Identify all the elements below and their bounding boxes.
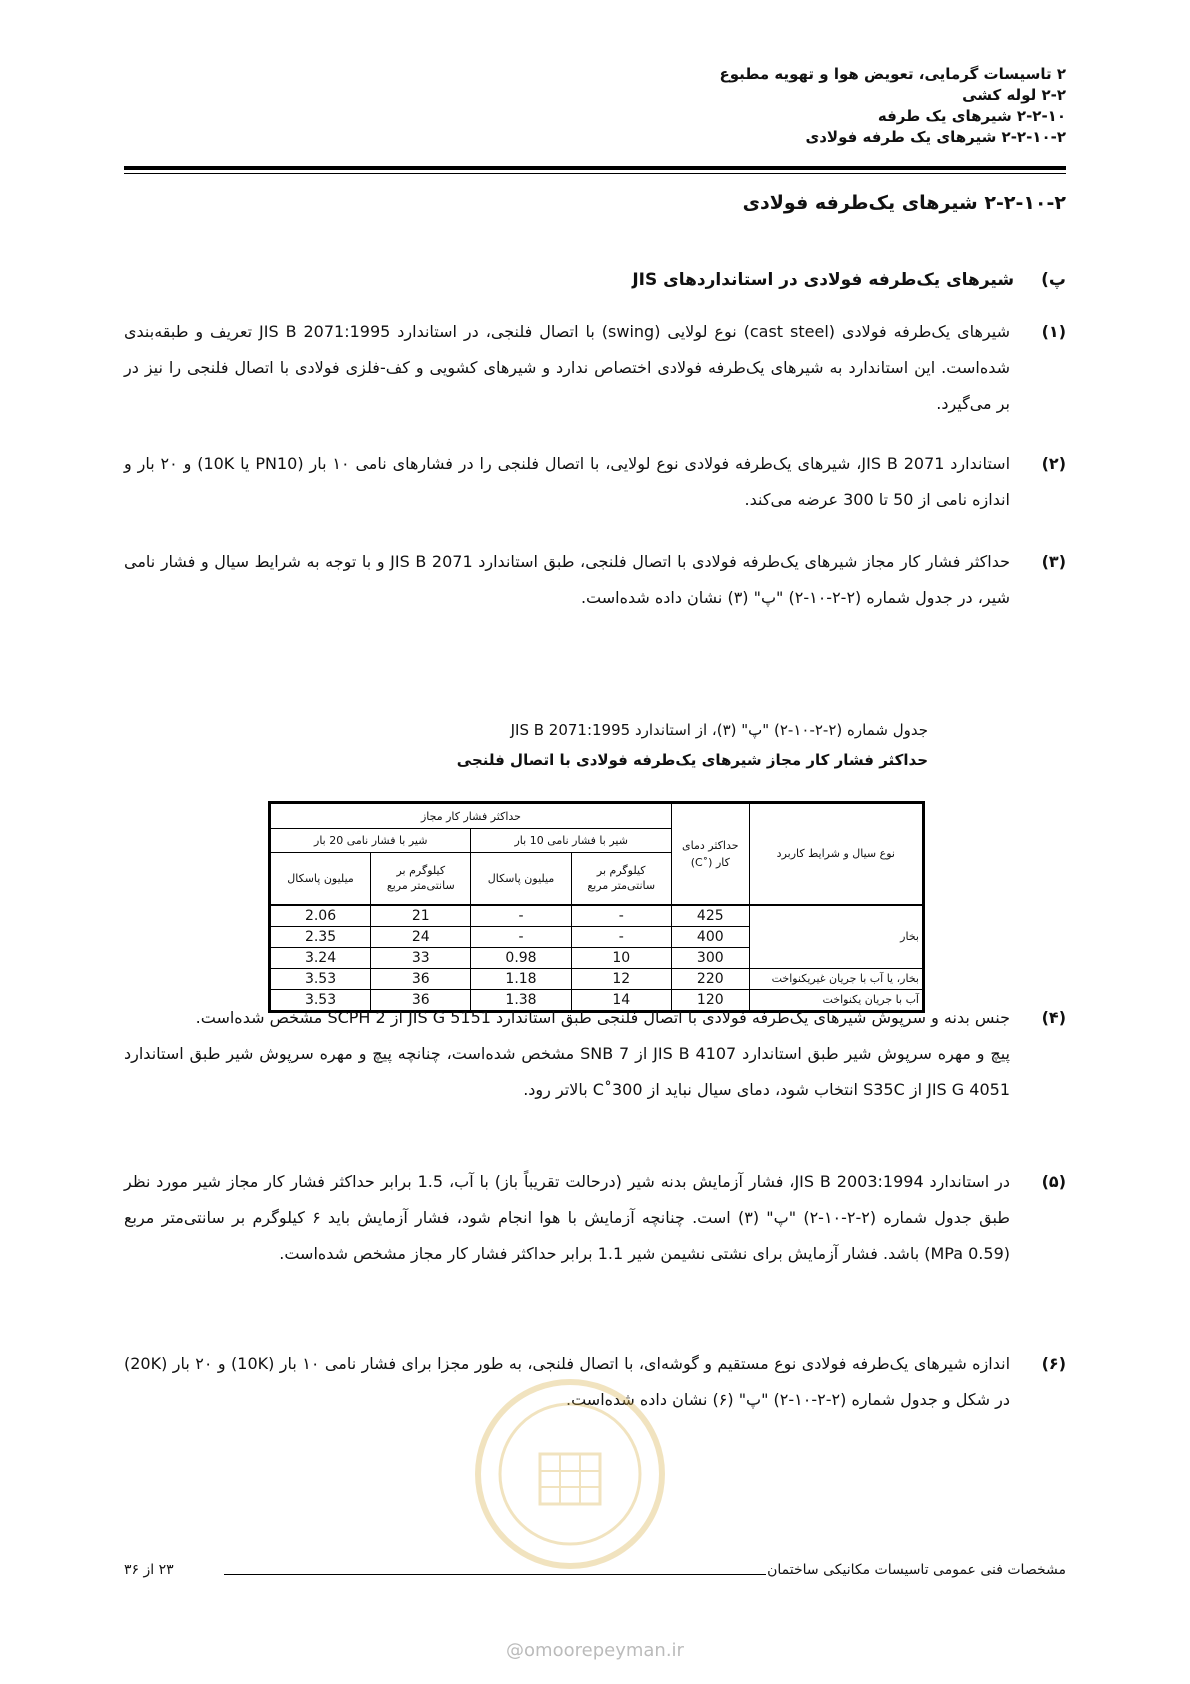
paragraph-number: (۶) (1041, 1354, 1066, 1373)
kg10-cell: - (571, 926, 671, 947)
header-line-2: ۲-۲ لوله کشی (962, 86, 1066, 104)
paragraph-text: جنس بدنه و سرپوش شیرهای یک‌طرفه فولادی با اتصال فلنجی طبق استاندارد JIS G 5151 از SCPH 2 مشخص شده‌است. (195, 1008, 1010, 1027)
header-rule (124, 166, 1066, 174)
subsection-text: شیرهای یک‌طرفه فولادی در استانداردهای JIS (632, 270, 1015, 290)
mpa10-cell: 0.98 (471, 947, 571, 968)
service-cell: آب با جریان یکنواخت (749, 989, 923, 1011)
paragraph-1 (124, 314, 1066, 422)
mpa20-cell: 3.53 (270, 968, 371, 989)
header-10bar: شیر با فشار نامی 10 بار (471, 829, 671, 853)
paragraph-number: (۵) (1041, 1172, 1066, 1191)
header-line-3: ۲-۲-۱۰ شیرهای یک طرفه (877, 107, 1066, 125)
mpa20-cell: 2.35 (270, 926, 371, 947)
mpa10-cell: 1.18 (471, 968, 571, 989)
footer-title: مشخصات فنی عمومی تاسیسات مکانیکی ساختمان (767, 1562, 1066, 1578)
temp-cell: 400 (671, 926, 749, 947)
service-cell: بخار، یا آب با جریان غیریکنواخت (749, 968, 923, 989)
table-title: حداکثر فشار کار مجاز شیرهای یک‌طرفه فولادی با اتصال فلنجی (456, 751, 928, 769)
temp-cell: 120 (671, 989, 749, 1011)
temp-cell: 425 (671, 905, 749, 927)
kg10-cell: 12 (571, 968, 671, 989)
table-row (270, 968, 924, 989)
subsection-title (124, 270, 1066, 290)
unit-kg-20: کیلوگرم بر سانتی‌متر مربع (371, 853, 471, 905)
kg10-cell: - (571, 905, 671, 927)
paragraph-number: (۱) (1041, 322, 1066, 341)
kg20-cell: 21 (371, 905, 471, 927)
temp-cell: 220 (671, 968, 749, 989)
kg20-cell: 33 (371, 947, 471, 968)
table-caption (238, 715, 928, 775)
mpa10-cell: - (471, 926, 571, 947)
unit-mpa-20: میلیون پاسکال (270, 853, 371, 905)
kg20-cell: 36 (371, 989, 471, 1011)
table-caption-ref: جدول شماره (۲-۲-۱۰-۲) "پ" (۳)، از استاندارد JIS B 2071:1995 (510, 721, 928, 739)
header-20bar: شیر با فشار نامی 20 بار (270, 829, 471, 853)
mpa20-cell: 3.53 (270, 989, 371, 1011)
table-row (270, 905, 924, 927)
page-footer (124, 1562, 1066, 1582)
kg10-cell: 14 (571, 989, 671, 1011)
mpa10-cell: - (471, 905, 571, 927)
paragraph-text-continued: پیچ و مهره سرپوش شیر طبق استاندارد JIS B 4107 از SNB 7 مشخص شده‌است، چنانچه پیچ و مهره سرپوش شیر طبق استاندارد JIS G 4051 از S35C انتخاب شود، دمای سیال نباید از 300˚C بالاتر رود. (124, 1044, 1011, 1099)
mpa10-cell: 1.38 (471, 989, 571, 1011)
paragraph-number: (۲) (1041, 454, 1066, 473)
paragraph-text: در استاندارد JIS B 2003:1994، فشار آزمایش بدنه شیر (درحالت تقریباً باز) با آب، 1.5 برابر حداکثر فشار کار مجاز شیر مورد نظر طبق جدول شماره (۲-۲-۱۰-۲) "پ" (۳) است. چنانچه آزمایش با هوا انجام شود، فشار آزمایش باید ۶ کیلوگرم بر سانتی‌متر مربع (0.59 MPa) باشد. فشار آزمایش برای نشتی نشیمن شیر 1.1 برابر حداکثر فشار کار مجاز مشخص شده‌است. (124, 1172, 1011, 1263)
section-title: ۲-۲-۱۰-۲ شیرهای یک‌طرفه فولادی (742, 192, 1066, 214)
header-temp: حداکثر دمای کار (˚C) (671, 803, 749, 905)
watermark-seal (470, 1374, 670, 1574)
paragraph-2 (124, 446, 1066, 518)
header-line-4: ۲-۲-۱۰-۲ شیرهای یک طرفه فولادی (805, 128, 1066, 146)
header-pressure: حداکثر فشار کار مجاز (270, 803, 672, 829)
temp-cell: 300 (671, 947, 749, 968)
mpa20-cell: 3.24 (270, 947, 371, 968)
paragraph-text: استاندارد JIS B 2071، شیرهای یک‌طرفه فولادی نوع لولایی، با اتصال فلنجی را در فشارهای نامی ۱۰ بار (PN10 یا 10K) و ۲۰ بار و اندازه نامی از 50 تا 300 عرضه می‌کند. (124, 454, 1011, 509)
subsection-marker: پ) (1041, 270, 1066, 290)
service-cell: بخار (749, 905, 923, 969)
page-header (124, 64, 1066, 148)
paragraph-number: (۴) (1041, 1008, 1066, 1027)
unit-mpa-10: میلیون پاسکال (471, 853, 571, 905)
watermark-url: @omoorepeyman.ir (506, 1640, 684, 1661)
page-number: ۲۳ از ۳۶ (124, 1562, 174, 1578)
unit-kg-10: کیلوگرم بر سانتی‌متر مربع (571, 853, 671, 905)
kg20-cell: 24 (371, 926, 471, 947)
pressure-table (268, 801, 925, 1013)
kg10-cell: 10 (571, 947, 671, 968)
header-service: نوع سیال و شرایط کاربرد (749, 803, 923, 905)
header-line-1: ۲ تاسیسات گرمایی، تعویض هوا و تهویه مطبوع (719, 65, 1066, 83)
paragraph-4 (124, 1000, 1066, 1108)
paragraph-text: اندازه شیرهای یک‌طرفه فولادی نوع مستقیم و گوشه‌ای، با اتصال فلنجی، به طور مجزا برای فشار نامی ۱۰ بار (10K) و ۲۰ بار (20K) در شکل و جدول شماره (۲-۲-۱۰-۲) "پ" (۶) نشان داده شده‌است. (124, 1354, 1011, 1409)
paragraph-text: حداکثر فشار کار مجاز شیرهای یک‌طرفه فولادی با اتصال فلنجی، طبق استاندارد JIS B 2071 و با توجه به شرایط سیال و فشار نامی شیر، در جدول شماره (۲-۲-۱۰-۲) "پ" (۳) نشان داده شده‌است. (124, 552, 1010, 607)
kg20-cell: 36 (371, 968, 471, 989)
mpa20-cell: 2.06 (270, 905, 371, 927)
paragraph-3 (124, 544, 1066, 616)
paragraph-text: شیرهای یک‌طرفه فولادی (cast steel) نوع لولایی (swing) با اتصال فلنجی، در استاندارد JIS B 2071:1995 تعریف و طبقه‌بندی شده‌است. این استاندارد به شیرهای یک‌طرفه فولادی اختصاص ندارد و شیرهای کشویی و کف-فلزی فولادی با اتصال فلنجی را نیز در بر می‌گیرد. (124, 322, 1011, 413)
paragraph-5 (124, 1164, 1066, 1272)
paragraph-number: (۳) (1041, 552, 1066, 571)
footer-rule (224, 1574, 766, 1575)
